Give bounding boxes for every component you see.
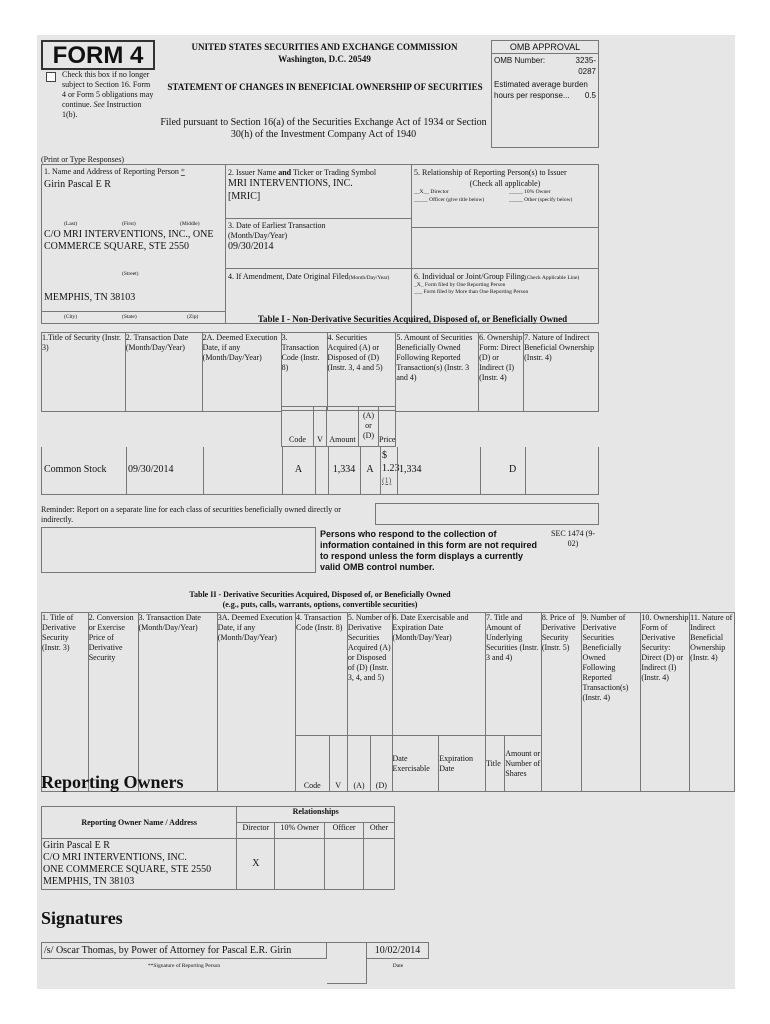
filed-pursuant: Filed pursuant to Section 16(a) of the Securities Exchange Act of 1934 or Section 30(h) of the Investment Company Act of 1940	[160, 117, 487, 140]
t2-sub-title: Title	[485, 736, 504, 792]
t2-h3a: 3A. Deemed Execution Date, if any (Month/Day/Year)	[217, 613, 295, 792]
statement-title: STATEMENT OF CHANGES IN BENEFICIAL OWNERSHIP OF SECURITIES	[167, 82, 483, 92]
filing-one: _X_ Form filed by One Reporting Person	[414, 282, 506, 288]
first-label: (First)	[122, 221, 136, 227]
ro-col-name: Reporting Owner Name / Address	[42, 807, 237, 839]
t1-form: D	[509, 464, 517, 475]
sec-code: SEC 1474 (9-02)	[551, 529, 595, 548]
t2-h8: 8. Price of Derivative Security (Instr. 5)	[541, 613, 582, 792]
ro-director: X	[237, 839, 275, 890]
ro-col-officer: Officer	[325, 823, 364, 839]
t1-subheaders	[41, 406, 599, 447]
signature-text: /s/ Oscar Thomas, by Power of Attorney for Pascal E.R. Girin	[44, 945, 292, 956]
reporting-person-star[interactable]: *	[180, 167, 185, 176]
t2-sub-date-ex: Date Exercisable	[392, 736, 439, 792]
omb-number-value: 3235-0287	[575, 56, 596, 76]
omb-title: OMB APPROVAL	[492, 41, 598, 54]
omb-number-label: OMB Number:	[494, 56, 546, 65]
t1-code: A	[294, 464, 303, 475]
t2-sub-a: (A)	[347, 736, 370, 792]
director-check: __X__ Director	[414, 189, 449, 195]
t2-h9: 9. Number of Derivative Securities Beneficially Owned Following Reported Transaction(s) (Instr. 4)	[582, 613, 641, 792]
t1-aord: A	[366, 464, 374, 475]
omb-box	[491, 40, 599, 148]
ro-col-other: Other	[364, 823, 395, 839]
agency-location: Washington, D.C. 20549	[278, 54, 371, 64]
t2-sub-amount: Amount or Number of Shares	[505, 736, 542, 792]
no-longer-text: Check this box if no longer subject to Section 16. Form 4 or Form 5 obligations may continue. See Instruction 1(b).	[62, 70, 154, 119]
t2-h5: 5. Number of Derivative Securities Acquired (A) or Disposed of (D) (Instr. 3, 4, and 5)	[347, 613, 392, 736]
t1-row	[41, 447, 599, 495]
ro-col-director: Director	[237, 823, 275, 839]
earliest-tx-value: 09/30/2014	[228, 241, 274, 252]
t1-h7: 7. Nature of Indirect Beneficial Ownership (Instr. 4)	[524, 333, 599, 412]
t2-sub-exp: Expiration Date	[439, 736, 486, 792]
ro-addr3: MEMPHIS, TN 38103	[43, 876, 135, 887]
ro-officer	[325, 839, 364, 890]
reminder-box	[375, 503, 599, 525]
t1-h2a: 2A. Deemed Execution Date, if any (Month/Day/Year)	[202, 333, 281, 412]
ro-addr2: ONE COMMERCE SQUARE, STE 2550	[43, 864, 212, 875]
t2-sub-v: V	[329, 736, 347, 792]
print-type: (Print or Type Responses)	[41, 155, 125, 164]
zip-label: (Zip)	[187, 314, 199, 320]
reporting-person-name: Girin Pascal E R	[44, 179, 111, 190]
issuer-name: MRI INTERVENTIONS, INC.	[228, 178, 353, 189]
officer-check: _____ Officer (give title below)	[414, 197, 485, 203]
ro-row	[42, 839, 395, 890]
t1-owned: 1,334	[399, 464, 422, 475]
t2-h1: 1. Title of Derivative Security (Instr. 3)	[42, 613, 89, 792]
omb-burden-value: 0.5	[584, 91, 596, 100]
ro-addr1: C/O MRI INTERVENTIONS, INC.	[43, 852, 187, 863]
reporting-person-label: 1. Name and Address of Reporting Person	[44, 167, 179, 176]
table2-subtitle: (e.g., puts, calls, warrants, options, convertible securities)	[222, 600, 418, 609]
reporting-owners-table	[41, 806, 395, 890]
t1-title: Common Stock	[44, 464, 107, 475]
issuer-label: 2. Issuer Name and Ticker or Trading Symbol	[228, 168, 377, 177]
date-box	[367, 942, 429, 959]
state-label: (State)	[122, 314, 137, 320]
signature-date: 10/02/2014	[374, 945, 421, 956]
table1	[41, 332, 599, 412]
ro-col-rel: Relationships	[237, 807, 395, 823]
signature-spacer	[327, 942, 367, 984]
t2-h11: 11. Nature of Indirect Beneficial Ownership (Instr. 4)	[690, 613, 735, 792]
reporting-city: MEMPHIS, TN 38103	[44, 292, 136, 303]
ro-other	[364, 839, 395, 890]
table2	[41, 612, 735, 792]
signatures-heading: Signatures	[41, 908, 123, 928]
issuer-box	[226, 164, 412, 219]
ro-owner10	[275, 839, 325, 890]
form-title: FORM 4	[41, 40, 155, 70]
t1-sub-price: Price	[379, 406, 396, 447]
t1-date: 09/30/2014	[128, 464, 174, 475]
reporting-person-box	[41, 164, 226, 312]
owner10-check: _____ 10% Owner	[509, 189, 551, 195]
reporting-owners-heading: Reporting Owners	[41, 772, 184, 792]
middle-label: (Middle)	[180, 221, 200, 227]
table1-title: Table I - Non-Derivative Securities Acquired, Disposed of, or Beneficially Owned	[257, 314, 568, 324]
city-state-zip-labels	[41, 312, 226, 324]
issuer-ticker: [MRIC]	[228, 191, 261, 202]
street-label: (Street)	[122, 271, 139, 277]
relationship-box	[412, 164, 599, 269]
t2-h6: 6. Date Exercisable and Expiration Date (Month/Day/Year)	[392, 613, 485, 736]
t1-sub-code: Code	[281, 406, 314, 447]
agency-name: UNITED STATES SECURITIES AND EXCHANGE COMMISSION	[191, 42, 458, 52]
blank-box	[41, 527, 316, 573]
signature-label: **Signature of Reporting Person	[147, 963, 221, 969]
t1-sub-aord: (A) or (D)	[359, 406, 379, 447]
t1-price-footnote[interactable]: (1)	[382, 476, 392, 485]
t1-price: $ 1.23	[382, 450, 400, 474]
form-page	[37, 35, 735, 989]
check-all-applicable: (Check all applicable)	[469, 179, 541, 188]
t2-h4: 4. Transaction Code (Instr. 8)	[296, 613, 348, 736]
ro-col-owner10: 10% Owner	[275, 823, 325, 839]
t2-h2: 2. Conversion or Exercise Price of Derivative Security	[88, 613, 138, 792]
t2-h7: 7. Title and Amount of Underlying Securities (Instr. 3 and 4)	[485, 613, 541, 736]
t1-sub-amount: Amount	[327, 406, 359, 447]
no-longer-checkbox[interactable]	[46, 72, 56, 82]
amendment-label: 4. If Amendment, Date Original Filed(Month/Day/Year)	[228, 272, 390, 281]
earliest-tx-label: 3. Date of Earliest Transaction (Month/Day/Year)	[228, 221, 326, 240]
t2-h3: 3. Transaction Date (Month/Day/Year)	[138, 613, 217, 792]
t1-h6: 6. Ownership Form: Direct (D) or Indirect (I) (Instr. 4)	[479, 333, 524, 412]
t2-sub-code: Code	[296, 736, 330, 792]
t1-h2: 2. Transaction Date (Month/Day/Year)	[125, 333, 202, 412]
t2-sub-d: (D)	[371, 736, 392, 792]
relationship-label: 5. Relationship of Reporting Person(s) to Issuer	[414, 168, 567, 177]
t2-h10: 10. Ownership Form of Derivative Security: Direct (D) or Indirect (I) (Instr. 4)	[641, 613, 690, 792]
t1-h5: 5. Amount of Securities Beneficially Owned Following Reported Transaction(s) (Instr. 3 and 4)	[396, 333, 479, 412]
other-check: _____ Other (specify below)	[509, 197, 573, 203]
city-label: (City)	[64, 314, 78, 320]
reporting-address: C/O MRI INTERVENTIONS, INC., ONE COMMERCE SQUARE, STE 2550	[44, 229, 214, 252]
t1-h3: 3. Transaction Code (Instr. 8)	[281, 333, 327, 411]
t1-h4: 4. Securities Acquired (A) or Disposed of (D) (Instr. 3, 4 and 5)	[327, 333, 396, 411]
filing-label: 6. Individual or Joint/Group Filing(Check Applicable Line)	[414, 272, 580, 281]
t1-h1: 1.Title of Security (Instr. 3)	[42, 333, 126, 412]
filing-more: ___ Form filed by More than One Reporting Person	[414, 289, 529, 295]
ro-name: Girin Pascal E R	[43, 840, 110, 851]
t1-amount: 1,334	[332, 464, 356, 475]
omb-burden-label: Estimated average burden hours per response...	[494, 80, 588, 100]
table2-title: Table II - Derivative Securities Acquired, Disposed of, or Beneficially Owned	[189, 590, 451, 599]
earliest-tx-box	[226, 219, 412, 269]
persons-notice: Persons who respond to the collection of information contained in this form are not required to respond unless the form displays a currently valid OMB control number.	[320, 529, 538, 572]
signature-box	[41, 942, 327, 959]
t1-sub-v: V	[314, 406, 327, 447]
date-label: Date	[392, 963, 404, 969]
last-label: (Last)	[64, 221, 78, 227]
reminder: Reminder: Report on a separate line for each class of securities beneficially owned directly or indirectly.	[41, 505, 341, 524]
